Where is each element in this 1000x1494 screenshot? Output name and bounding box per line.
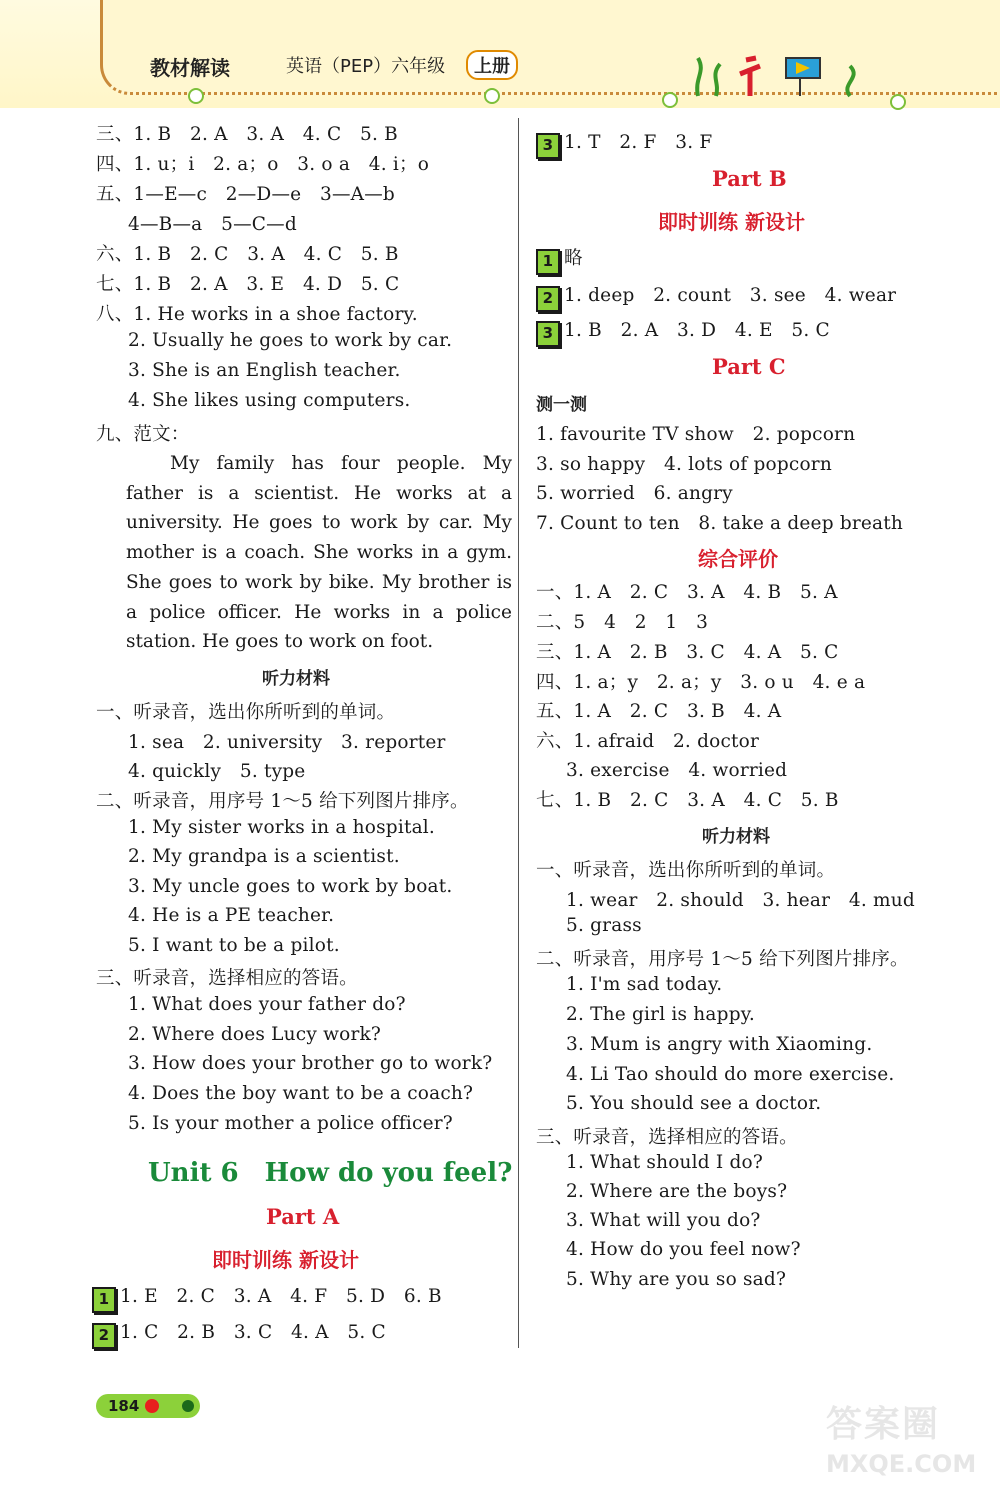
- answer-line: 2. Usually he goes to work by car.: [128, 330, 453, 351]
- training-heading: 即时训练 新设计: [212, 1248, 359, 1272]
- test-line: 7. Count to ten 8. take a deep breath: [536, 513, 904, 534]
- listening-line: 3. Mum is angry with Xiaoming.: [566, 1034, 873, 1055]
- listening-line: 2. My grandpa is a scientist.: [128, 846, 400, 867]
- exercise-badge: 1: [536, 249, 560, 275]
- listening-line: 2. The girl is happy.: [566, 1004, 756, 1025]
- training-heading: 即时训练 新设计: [658, 210, 805, 234]
- listening-line: 4. Li Tao should do more exercise.: [566, 1064, 895, 1085]
- exercise-answers: 略: [564, 248, 583, 269]
- exercise-line: [536, 128, 712, 159]
- page-header: [0, 0, 1000, 108]
- exercise-answers: 1. C 2. B 3. C 4. A 5. C: [120, 1322, 386, 1343]
- evaluation-heading: 综合评价: [698, 547, 778, 571]
- header-dot: [484, 88, 500, 104]
- part-a-heading: Part A: [266, 1204, 340, 1229]
- page-number-badge: [96, 1394, 200, 1418]
- answer-line: 七、1. B 2. A 3. E 4. D 5. C: [96, 274, 400, 295]
- exercise-badge: 1: [92, 1287, 116, 1313]
- exercise-line: [536, 244, 583, 275]
- listening-line: 一、听录音，选出你所听到的单词。: [536, 860, 836, 881]
- evaluation-line: 3. exercise 4. worried: [566, 760, 788, 781]
- unit-title: Unit 6 How do you feel?: [148, 1158, 513, 1188]
- answer-line: 4. She likes using computers.: [128, 390, 411, 411]
- exercise-line: [536, 281, 896, 312]
- evaluation-line: 四、1. a；y 2. a；y 3. o u 4. e a: [536, 672, 866, 693]
- listening-line: 5. I want to be a pilot.: [128, 935, 340, 956]
- exercise-badge: 2: [92, 1323, 116, 1349]
- listening-line: 2. Where does Lucy work?: [128, 1024, 382, 1045]
- evaluation-line: 三、1. A 2. B 3. C 4. A 5. C: [536, 642, 839, 663]
- evaluation-line: 二、5 4 2 1 3: [536, 612, 709, 633]
- listening-line: 二、听录音，用序号 1～5 给下列图片排序。: [96, 791, 469, 812]
- exercise-line: [92, 1318, 386, 1349]
- listening-line: 3. How does your brother go to work?: [128, 1053, 493, 1074]
- listening-heading: 听力材料: [262, 669, 330, 689]
- exercise-answers: 1. deep 2. count 3. see 4. wear: [564, 285, 897, 306]
- part-c-heading: Part C: [712, 354, 786, 379]
- answer-line: 八、1. He works in a shoe factory.: [96, 304, 418, 325]
- listening-line: 1. wear 2. should 3. hear 4. mud: [566, 890, 915, 911]
- listening-line: 5. grass: [566, 915, 642, 936]
- listening-line: 二、听录音，用序号 1～5 给下列图片排序。: [536, 949, 909, 970]
- listening-line: 5. Is your mother a police officer?: [128, 1113, 453, 1134]
- exercise-answers: 1. E 2. C 3. A 4. F 5. D 6. B: [120, 1286, 442, 1307]
- listening-line: 5. Why are you so sad?: [566, 1269, 787, 1290]
- watermark-logo: 答案圈: [826, 1404, 941, 1445]
- listening-line: 4. quickly 5. type: [128, 761, 306, 782]
- test-heading: 测一测: [536, 395, 587, 415]
- book-volume-badge: 上册: [466, 50, 518, 80]
- book-title: 教材解读: [150, 56, 230, 80]
- column-divider: [518, 118, 519, 1348]
- exercise-line: [92, 1282, 442, 1313]
- listening-line: 3. What will you do?: [566, 1210, 761, 1231]
- evaluation-line: 六、1. afraid 2. doctor: [536, 731, 760, 752]
- sample-essay: My family has four people. My father is a scientist. He works at a university. He goes to work by car. My mother is a coach. She works in a gym. She goes to work by bike. My brother is a police officer. He works in a police station. He goes to work on foot.: [126, 453, 512, 653]
- evaluation-line: 七、1. B 2. C 3. A 4. C 5. B: [536, 790, 839, 811]
- exercise-line: [536, 316, 830, 347]
- page-number: 184: [108, 1397, 140, 1415]
- listening-line: 4. He is a PE teacher.: [128, 905, 335, 926]
- header-dot: [662, 92, 678, 108]
- part-b-heading: Part B: [712, 166, 787, 191]
- listening-line: 1. My sister works in a hospital.: [128, 817, 436, 838]
- listening-line: 三、听录音，选择相应的答语。: [536, 1127, 798, 1148]
- answer-line: 三、1. B 2. A 3. A 4. C 5. B: [96, 124, 398, 145]
- answer-line: 4—B—a 5—C—d: [128, 214, 297, 235]
- answer-line: 五、1—E—c 2—D—e 3—A—b: [96, 184, 395, 205]
- listening-line: 1. sea 2. university 3. reporter: [128, 732, 446, 753]
- test-line: 1. favourite TV show 2. popcorn: [536, 424, 856, 445]
- header-dot: [890, 94, 906, 110]
- header-dot: [188, 88, 204, 104]
- exercise-badge: 2: [536, 286, 560, 312]
- answer-line: 3. She is an English teacher.: [128, 360, 401, 381]
- listening-line: 3. My uncle goes to work by boat.: [128, 876, 453, 897]
- book-subject: 英语（PEP）六年级: [286, 56, 446, 77]
- evaluation-line: 五、1. A 2. C 3. B 4. A: [536, 701, 782, 722]
- exercise-badge: 3: [536, 133, 560, 159]
- listening-line: 一、听录音，选出你所听到的单词。: [96, 702, 396, 723]
- test-line: 3. so happy 4. lots of popcorn: [536, 454, 832, 475]
- listening-line: 1. I'm sad today.: [566, 974, 723, 995]
- evaluation-line: 一、1. A 2. C 3. A 4. B 5. A: [536, 582, 838, 603]
- listening-line: 4. Does the boy want to be a coach?: [128, 1083, 474, 1104]
- test-line: 5. worried 6. angry: [536, 483, 733, 504]
- answer-line: 六、1. B 2. C 3. A 4. C 5. B: [96, 244, 399, 265]
- watermark-url: MXQE.COM: [826, 1450, 977, 1478]
- listening-line: 1. What does your father do?: [128, 994, 406, 1015]
- exercise-answers: 1. B 2. A 3. D 4. E 5. C: [564, 320, 830, 341]
- listening-line: 三、听录音，选择相应的答语。: [96, 968, 358, 989]
- listening-line: 4. How do you feel now?: [566, 1239, 801, 1260]
- answer-line: 四、1. u；i 2. a；o 3. o a 4. i；o: [96, 154, 430, 175]
- plant-flag-decoration-icon: [690, 48, 880, 100]
- listening-line: 5. You should see a doctor.: [566, 1093, 822, 1114]
- answer-line: 九、范文：: [96, 424, 190, 445]
- page-dots-icon: [140, 1394, 200, 1418]
- listening-line: 1. What should I do?: [566, 1152, 763, 1173]
- exercise-answers: 1. T 2. F 3. F: [564, 132, 713, 153]
- listening-heading: 听力材料: [702, 827, 770, 847]
- exercise-badge: 3: [536, 321, 560, 347]
- listening-line: 2. Where are the boys?: [566, 1181, 788, 1202]
